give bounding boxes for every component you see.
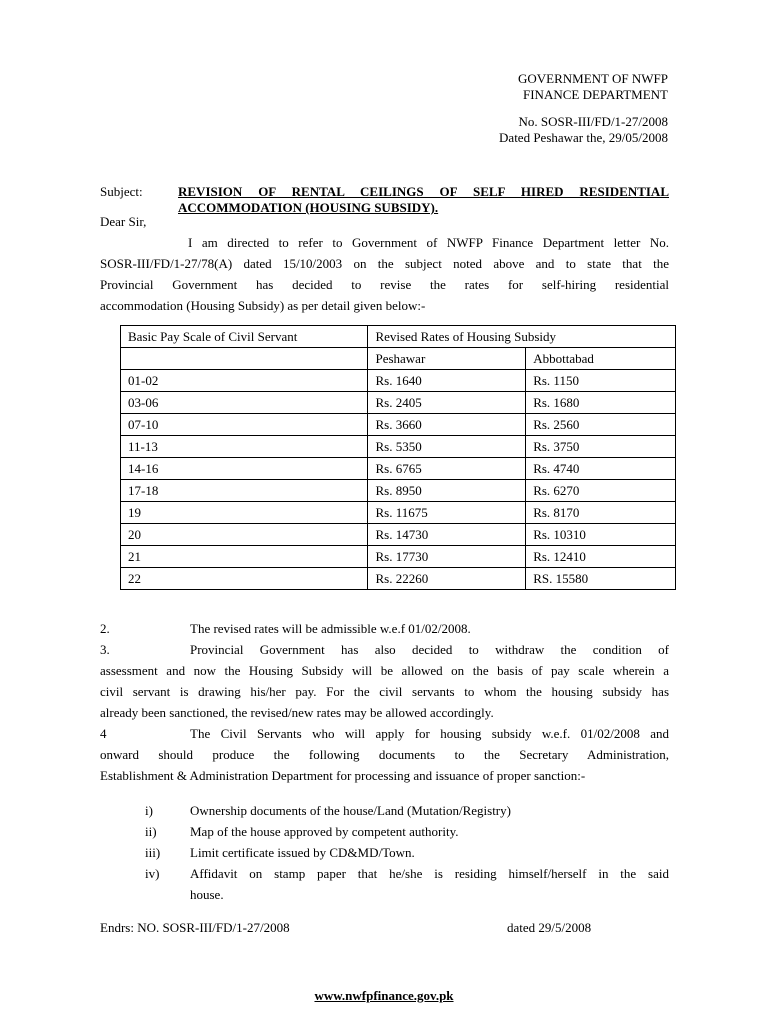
department-line: FINANCE DEPARTMENT bbox=[523, 87, 668, 102]
abbottabad-rate-cell: RS. 15580 bbox=[526, 568, 676, 590]
para3-number: 3. bbox=[100, 642, 110, 657]
peshawar-rate-cell: Rs. 11675 bbox=[368, 502, 526, 524]
endorsement-date: dated 29/5/2008 bbox=[507, 920, 592, 935]
peshawar-rate-cell: Rs. 3660 bbox=[368, 414, 526, 436]
pay-scale-header: Basic Pay Scale of Civil Servant bbox=[121, 326, 368, 348]
doc-item-number: iii) bbox=[145, 845, 161, 860]
peshawar-rate-cell: Rs. 5350 bbox=[368, 436, 526, 458]
dated-line: Dated Peshawar the, 29/05/2008 bbox=[499, 130, 668, 145]
pay-scale-cell: 19 bbox=[121, 502, 368, 524]
para2-number: 2. bbox=[100, 621, 110, 636]
empty-cell bbox=[121, 348, 368, 370]
table-row bbox=[121, 370, 676, 392]
para2-text: The revised rates will be admissible w.e.f 01/02/2008. bbox=[190, 621, 471, 636]
pay-scale-cell: 01-02 bbox=[121, 370, 368, 392]
subject-title-line2: ACCOMMODATION (HOUSING SUBSIDY). bbox=[178, 200, 439, 215]
abbottabad-rate-cell: Rs. 10310 bbox=[526, 524, 676, 546]
abbottabad-rate-cell: Rs. 12410 bbox=[526, 546, 676, 568]
subject-title-line1: REVISION OF RENTAL CEILINGS OF SELF HIRED RESIDENTIAL bbox=[178, 184, 669, 199]
pay-scale-cell: 22 bbox=[121, 568, 368, 590]
para3-line3: civil servant is drawing his/her pay. For the civil servants to whom the housing subsidy has bbox=[100, 684, 669, 699]
pay-scale-cell: 03-06 bbox=[121, 392, 368, 414]
para4-line1: The Civil Servants who will apply for housing subsidy w.e.f. 01/02/2008 and bbox=[190, 726, 669, 741]
table-header-row bbox=[121, 326, 676, 348]
para1-line3: Provincial Government has decided to revise the rates for self-hiring residential bbox=[100, 277, 669, 292]
doc-item-number: i) bbox=[145, 803, 153, 818]
para3-line2: assessment and now the Housing Subsidy will be allowed on the basis of pay scale wherein a bbox=[100, 663, 669, 678]
para3-line4: already been sanctioned, the revised/new rates may be allowed accordingly. bbox=[100, 705, 494, 720]
subject-label: Subject: bbox=[100, 184, 143, 199]
para4-line2: onward should produce the following documents to the Secretary Administration, bbox=[100, 747, 669, 762]
government-line: GOVERNMENT OF NWFP bbox=[518, 71, 668, 86]
para3-line1: Provincial Government has also decided to withdraw the condition of bbox=[190, 642, 669, 657]
table-subheader-row bbox=[121, 348, 676, 370]
reference-number: No. SOSR-III/FD/1-27/2008 bbox=[518, 114, 668, 129]
table-row bbox=[121, 546, 676, 568]
revised-rates-header: Revised Rates of Housing Subsidy bbox=[368, 326, 676, 348]
table-row bbox=[121, 392, 676, 414]
peshawar-rate-cell: Rs. 2405 bbox=[368, 392, 526, 414]
pay-scale-cell: 11-13 bbox=[121, 436, 368, 458]
doc-item-text: Ownership documents of the house/Land (Mutation/Registry) bbox=[190, 803, 511, 818]
table-row bbox=[121, 502, 676, 524]
housing-subsidy-table bbox=[120, 325, 676, 590]
doc-item-number: ii) bbox=[145, 824, 157, 839]
abbottabad-rate-cell: Rs. 2560 bbox=[526, 414, 676, 436]
doc-item-text: Map of the house approved by competent authority. bbox=[190, 824, 459, 839]
para1-line2: SOSR-III/FD/1-27/78(A) dated 15/10/2003 on the subject noted above and to state that the bbox=[100, 256, 669, 271]
para4-number: 4 bbox=[100, 726, 107, 741]
doc-item-text: Limit certificate issued by CD&MD/Town. bbox=[190, 845, 415, 860]
pay-scale-cell: 20 bbox=[121, 524, 368, 546]
pay-scale-cell: 17-18 bbox=[121, 480, 368, 502]
pay-scale-cell: 07-10 bbox=[121, 414, 368, 436]
table-row bbox=[121, 524, 676, 546]
table-row bbox=[121, 436, 676, 458]
table-row bbox=[121, 568, 676, 590]
pay-scale-cell: 14-16 bbox=[121, 458, 368, 480]
abbottabad-header: Abbottabad bbox=[526, 348, 676, 370]
peshawar-rate-cell: Rs. 17730 bbox=[368, 546, 526, 568]
abbottabad-rate-cell: Rs. 3750 bbox=[526, 436, 676, 458]
para1-line4: accommodation (Housing Subsidy) as per detail given below:- bbox=[100, 298, 426, 313]
para1-line1: I am directed to refer to Government of NWFP Finance Department letter No. bbox=[188, 235, 669, 250]
reference-block bbox=[499, 114, 668, 146]
peshawar-rate-cell: Rs. 8950 bbox=[368, 480, 526, 502]
letterhead bbox=[518, 71, 668, 103]
peshawar-rate-cell: Rs. 6765 bbox=[368, 458, 526, 480]
peshawar-rate-cell: Rs. 14730 bbox=[368, 524, 526, 546]
doc-item-text-continued: house. bbox=[190, 887, 224, 902]
doc-item-text: Affidavit on stamp paper that he/she is residing himself/herself in the said bbox=[190, 866, 669, 881]
pay-scale-cell: 21 bbox=[121, 546, 368, 568]
table-row bbox=[121, 480, 676, 502]
doc-item-number: iv) bbox=[145, 866, 160, 881]
table-row bbox=[121, 414, 676, 436]
website-link[interactable]: www.nwfpfinance.gov.pk bbox=[314, 988, 454, 1003]
peshawar-header: Peshawar bbox=[368, 348, 526, 370]
peshawar-rate-cell: Rs. 1640 bbox=[368, 370, 526, 392]
salutation: Dear Sir, bbox=[100, 214, 147, 229]
endorsement-ref: Endrs: NO. SOSR-III/FD/1-27/2008 bbox=[100, 920, 290, 935]
abbottabad-rate-cell: Rs. 4740 bbox=[526, 458, 676, 480]
table-row bbox=[121, 458, 676, 480]
abbottabad-rate-cell: Rs. 1150 bbox=[526, 370, 676, 392]
abbottabad-rate-cell: Rs. 6270 bbox=[526, 480, 676, 502]
peshawar-rate-cell: Rs. 22260 bbox=[368, 568, 526, 590]
para4-line3: Establishment & Administration Department for processing and issuance of proper sanction:- bbox=[100, 768, 586, 783]
abbottabad-rate-cell: Rs. 8170 bbox=[526, 502, 676, 524]
abbottabad-rate-cell: Rs. 1680 bbox=[526, 392, 676, 414]
